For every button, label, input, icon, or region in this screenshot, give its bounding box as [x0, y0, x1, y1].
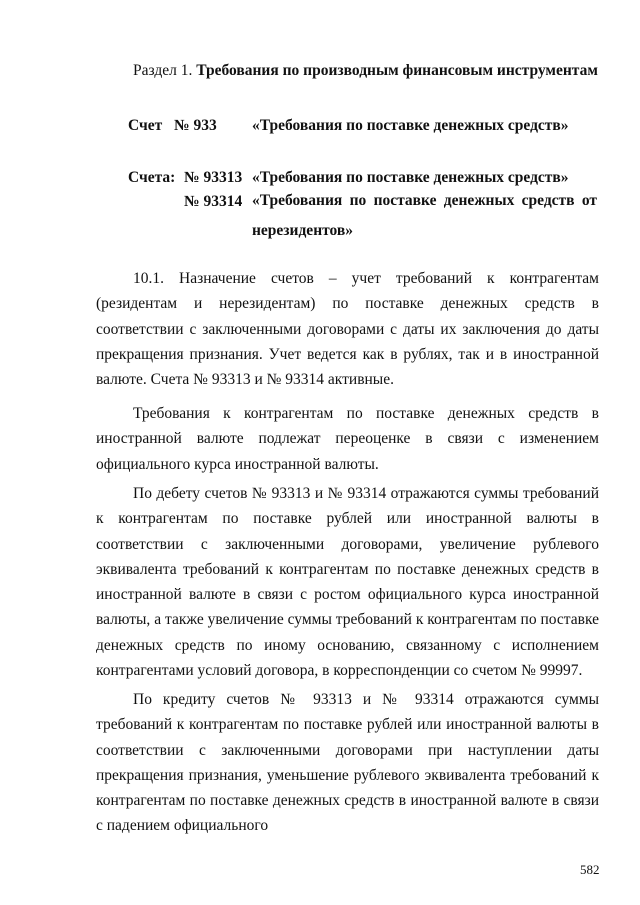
account-93313-number: № 93313: [184, 169, 243, 186]
section-heading: [133, 62, 598, 80]
paragraph-purpose: 10.1. Назначение счетов – учет требований к контрагентам (резидентам и нерезидентам) по поставке денежных средств в соответствии с заключенными договорами с даты их заключения до даты прекращения признания. Учет ведется как в рублях, так и в иностранной валюте. Счета № 93313 и № 93314 активные.: [96, 270, 599, 389]
paragraph-debit: По дебету счетов № 93313 и № 93314 отражаются суммы требований к контрагентам по поставке рублей или иностранной валюты в соответствии с заключенными договорами, увеличение рублевого эквивалента требований к контрагентам по поставке денежных средств в иностранной валюте в связи с ростом официального курса иностранной валюты, а также увеличение суммы требований к контрагентам по поставке денежных средств по иному основанию, связанному с исполнением контрагентами условий договора, в корреспонденции со счетом № 99997.: [96, 485, 599, 680]
account-93314-number: № 93314: [184, 193, 243, 210]
account-933-description: «Требования по поставке денежных средств»: [252, 117, 569, 134]
accounts-sub-label: Счета:: [128, 169, 176, 186]
paragraph-credit: По кредиту счетов № 93313 и № 93314 отражаются суммы требований к контрагентам по поставке рублей или иностранной валюты в соответствии с заключенными договорами при наступлении даты прекращения признания, уменьшение рублевого эквивалента требований к контрагентам по поставке денежных средств в иностранной валюте в связи с падением официального: [96, 691, 599, 835]
account-933-label: Счет: [128, 117, 163, 134]
section-title: Требования по производным финансовым инструментам: [196, 62, 598, 79]
paragraph-revaluation: Требования к контрагентам по поставке денежных средств в иностранной валюте подлежат переоценке в связи с изменением официального курса иностранной валюты.: [96, 405, 599, 473]
account-93314-description: «Требования по поставке денежных средств от нерезидентов»: [252, 192, 597, 239]
page-number: 582: [580, 862, 600, 877]
section-prefix: Раздел 1.: [133, 62, 193, 79]
account-933-number: № 933: [174, 117, 217, 134]
account-93313-description: «Требования по поставке денежных средств»: [252, 169, 569, 186]
